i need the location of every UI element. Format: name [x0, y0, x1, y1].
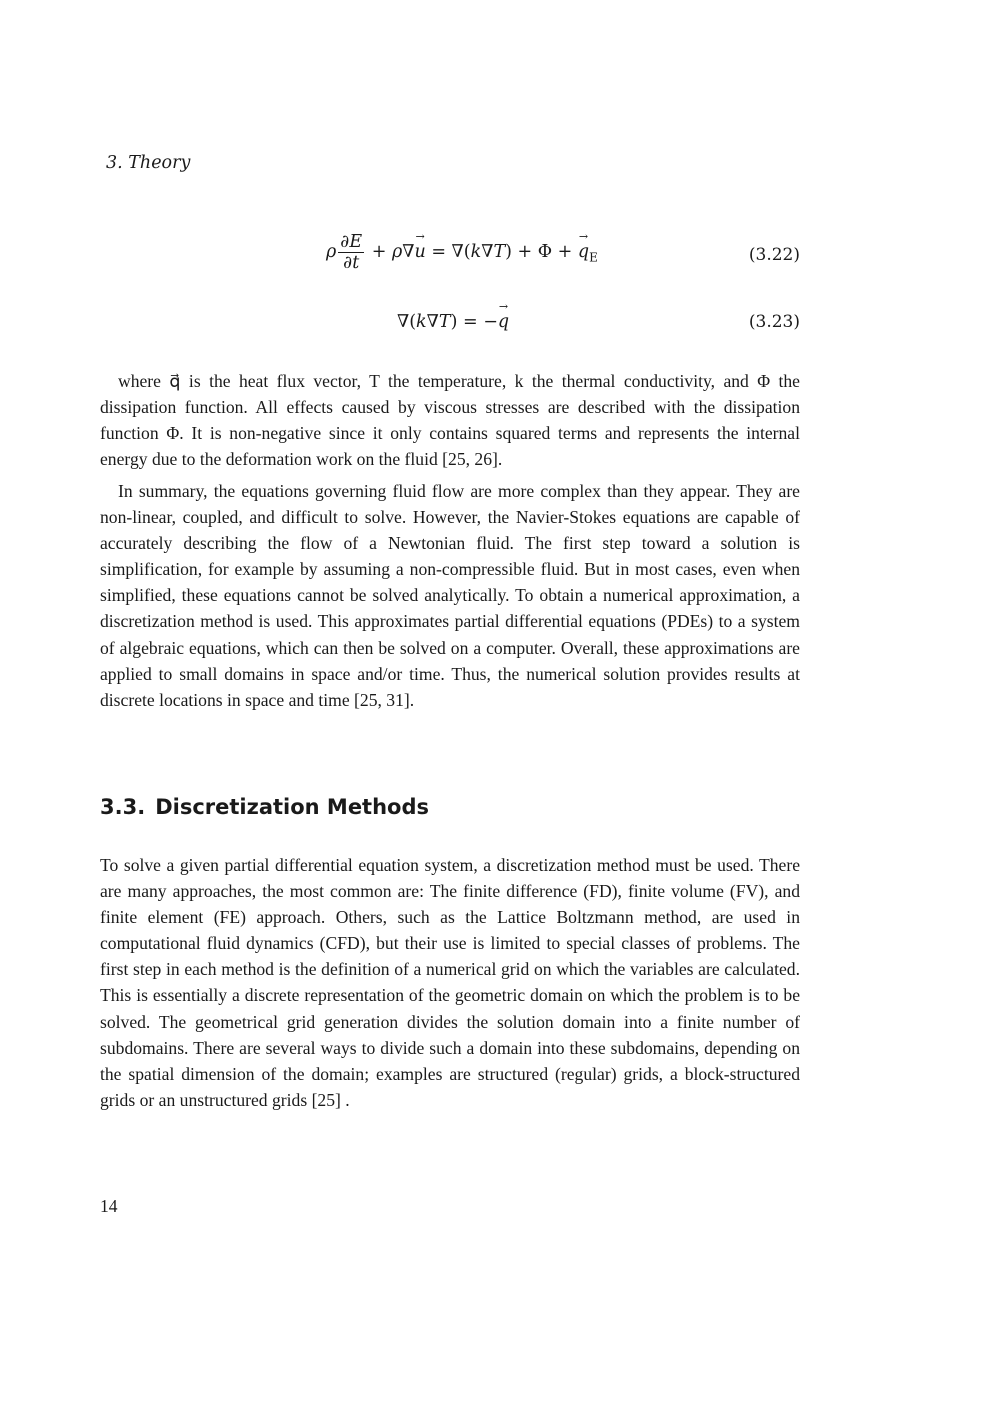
equation-3-23-body: ∇(k∇T) = −→ q	[397, 312, 509, 332]
equation-number: (3.23)	[748, 312, 800, 332]
equation-3-22	[100, 232, 800, 282]
page-number: 14	[100, 1196, 118, 1216]
paragraph-summary: In summary, the equations governing fluid flow are more complex than they appear. They are non-linear, coupled, and difficult to solve. However, the Navier-Stokes equations are capable of accurately describing the flow of a Newtonian fluid. The first step toward a solution is simplification, for example by assuming a non-compressible fluid. But in most cases, even when simplified, these equations cannot be solved analytically. To obtain a numerical approximation, a discretization method is used. This approximates partial differential equations (PDEs) to a system of algebraic equations, which can then be solved on a computer. Overall, these approximations are applied to small domains in space and/or time. Thus, the numerical solution provides results at discrete locations in space and time [25, 31].	[100, 481, 800, 710]
equation-3-22-body: ρ $\frac{\partial E}{\partial t}$ + ρ∇→ u = ∇(k∇T) + Φ + → $q_E$	[326, 232, 598, 273]
section-title: Discretization Methods	[155, 795, 430, 819]
section-heading	[100, 795, 429, 819]
running-head: 3. Theory	[106, 153, 191, 173]
section-number: 3.3.	[100, 795, 146, 819]
equation-3-23	[100, 312, 800, 362]
equation-number: (3.22)	[748, 245, 800, 265]
paragraph-heat-flux: where q⃗ is the heat flux vector, T the temperature, k the thermal conductivity, and Φ the dissipation function. All effects caused by viscous stresses are described with the dissipation function Φ. It is non-negative since it only contains squared terms and represents the internal energy due to the deformation work on the fluid [25, 26].	[100, 371, 800, 470]
paragraph-discretization: To solve a given partial differential equation system, a discretization method must be used. There are many approaches, the most common are: The finite difference (FD), finite volume (FV), and finite element (FE) approach. Others, such as the Lattice Boltzmann method, are used in computational fluid dynamics (CFD), but their use is limited to special classes of problems. The first step in each method is the definition of a numerical grid on which the variables are calculated. This is essentially a discrete representation of the geometric domain on which the problem is to be solved. The geometrical grid generation divides the solution domain into a finite number of subdomains. There are several ways to divide such a domain into these subdomains, depending on the spatial dimension of the domain; examples are structured (regular) grids, a block-structured grids or an unstructured grids [25] .	[100, 855, 800, 1110]
